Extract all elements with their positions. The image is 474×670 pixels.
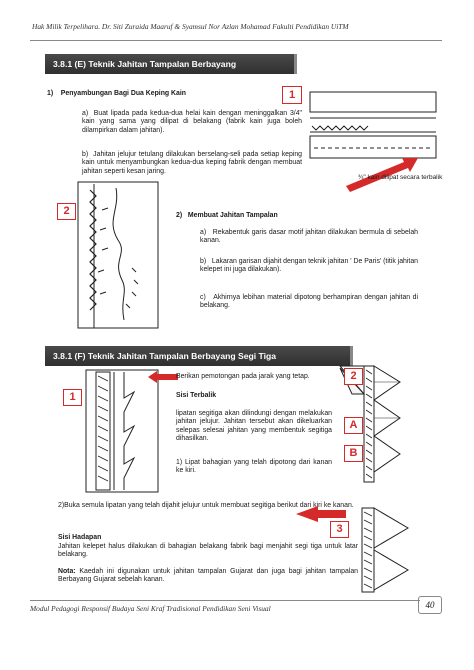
arrow-left-icon [148, 370, 178, 384]
figure-f-label-a: A [344, 417, 363, 434]
section-f-intro: Berikan pemotongan pada jarak yang tetap. [176, 373, 310, 380]
header-divider [30, 40, 442, 41]
figure-label-1: 1 [282, 86, 302, 104]
section-f-para2: 1) Lipat bahagian yang telah dipotong dari kanan ke kiri. [176, 459, 332, 475]
nota-label: Nota: [58, 568, 76, 575]
section-f-para4: Jahitan kelepet halus dilakukan di bahagian belakang fabrik bagi menjahit segi tiga untuk latar belakang. [58, 543, 358, 559]
figure-f-label-2: 2 [344, 368, 363, 385]
item1-step-a: a) Buat lipada pada kedua-dua helai kain dengan meninggalkan 3/4" kain yang sama yang dilipat di belakang (fabrik kain juga boleh dilampirkan dalam jahitan). [82, 110, 302, 134]
figure-f-label-b: B [344, 445, 363, 462]
stitched-motif-figure [76, 180, 160, 330]
figure-f-label-3: 3 [330, 521, 349, 538]
figure-label-2: 2 [57, 203, 76, 220]
page-number: 40 [418, 596, 442, 614]
item1-title: 1) Penyambungan Bagi Dua Keping Kain [47, 90, 186, 97]
sisi-terbalik-heading: Sisi Terbalik [176, 392, 217, 399]
item2-step-b: b) Lakaran garisan dijahit dengan teknik jahitan ' De Paris' (titik jahitan kelepet ini juga dilakukan). [200, 258, 418, 274]
nota-paragraph [58, 568, 358, 585]
section-f-para3: 2)Buka semula lipatan yang telah dijahit jelujur untuk membuat segitiga berikut dari kiri ke kanan. [58, 502, 354, 509]
page-footer: Modul Pedagogi Responsif Budaya Seni Kraf Tradisional Pendidikan Seni Visual [30, 604, 271, 613]
sisi-hadapan-heading: Sisi Hadapan [58, 534, 102, 541]
cut-fabric-figure [84, 368, 160, 494]
item1-step-b: b) Jahitan jelujur tetulang dilakukan berselang-seli pada setiap keping kain untuk menyambungkan kedua-dua keping fabrik dengan membuat jahitan seperti kesan jaring. [82, 151, 302, 175]
item2-step-a: a) Rekabentuk garis dasar motif jahitan dilakukan bermula di sebelah kanan. [200, 229, 418, 245]
item2-step-c: c) Akhirnya lebihan material dipotong berhampiran dengan jahitan di belakang. [200, 294, 418, 310]
section-e-title: 3.8.1 (E) Teknik Jahitan Tampalan Berbayang [45, 54, 297, 74]
figure-caption: ¾" kain dilipat secara terbalik [358, 174, 443, 181]
section-f-title: 3.8.1 (F) Teknik Jahitan Tampalan Berbayang Segi Tiga [45, 346, 353, 366]
page-header: Hak Milik Terpelihara. Dr. Siti Zuraida Maaruf & Syamsul Nor Azlan Mohamad Fakulti Pendidikan UiTM [32, 22, 349, 31]
item2-title: 2) Membuat Jahitan Tampalan [176, 212, 278, 219]
nota-text: Kaedah ini digunakan untuk jahitan tampalan Gujarat dan juga bagi jahitan tampalan Berbayang Gujarat sebelah kanan. [58, 568, 358, 584]
section-f-para1: lipatan segitiga akan dilindungi dengan melakukan jahitan jelujur. Jahitan tersebut akan dikeluarkan selepas selesai jahitan yang membentuk segitiga dihasilkan. [176, 410, 332, 443]
footer-divider [30, 600, 420, 601]
figure-f-label-1: 1 [63, 389, 82, 406]
